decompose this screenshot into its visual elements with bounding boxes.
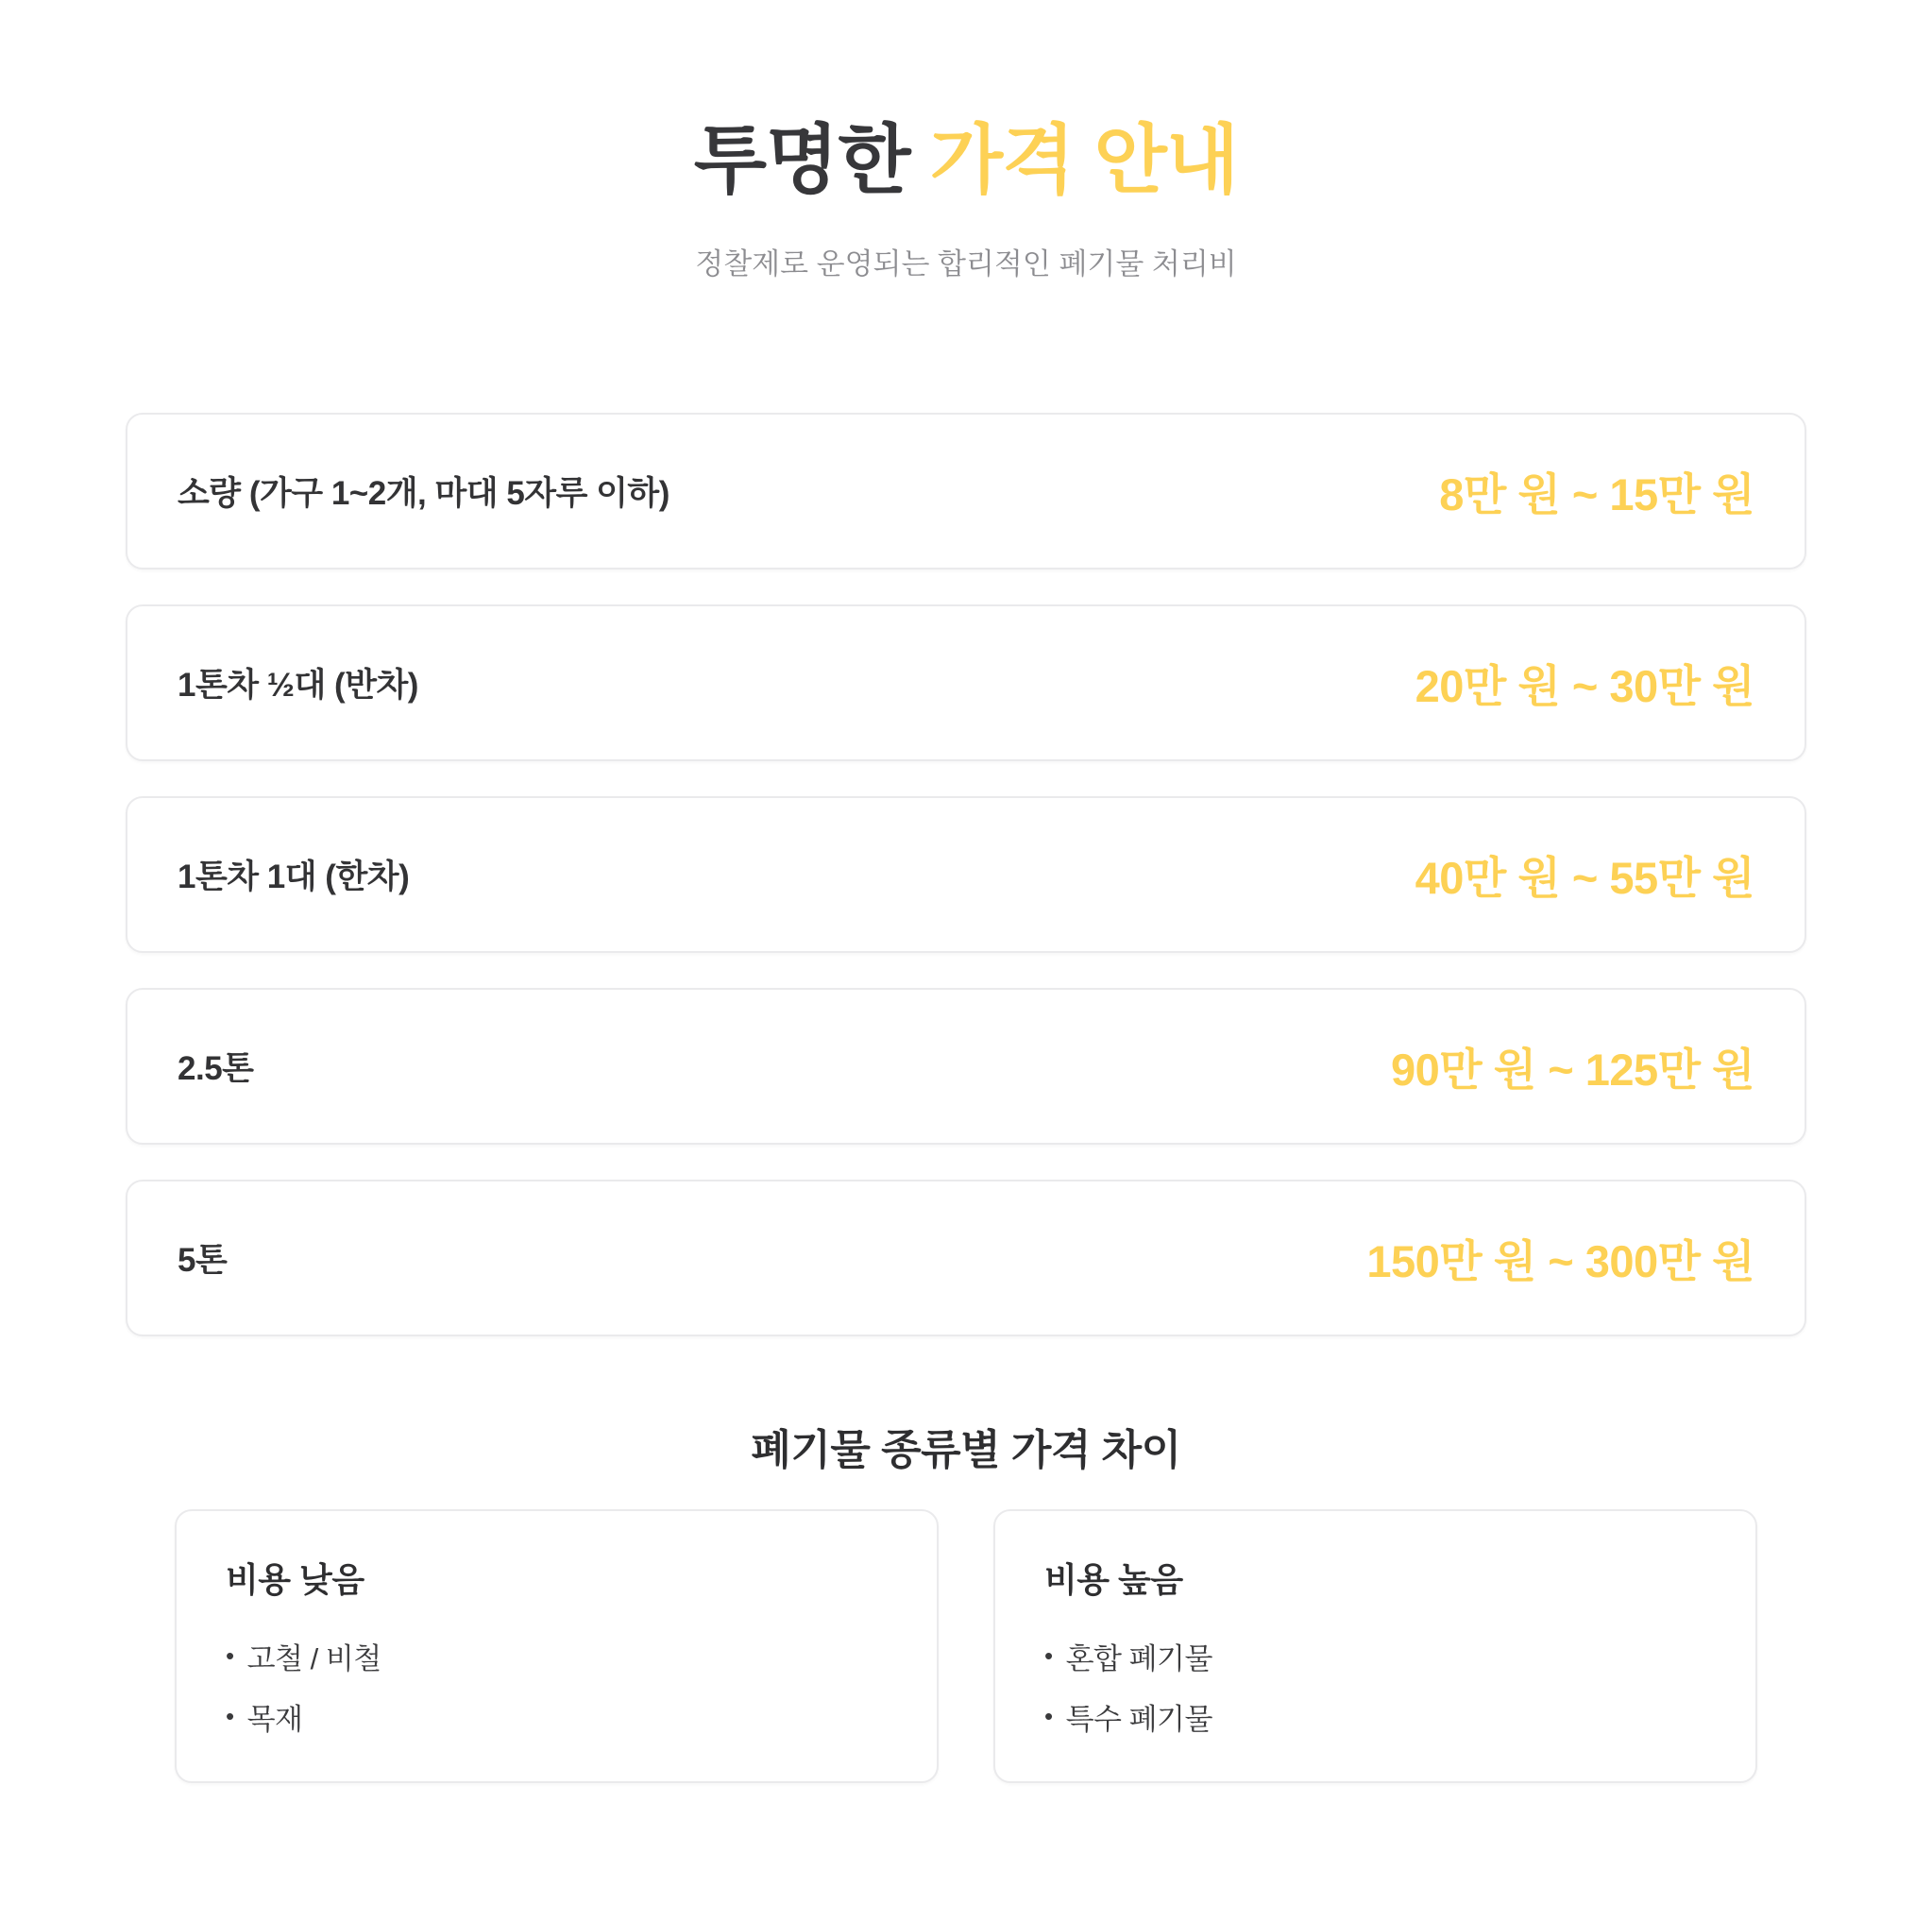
list-item-label: 목재 xyxy=(246,1702,303,1736)
low-cost-card xyxy=(175,1509,939,1783)
category-cards xyxy=(175,1509,1757,1783)
price-row-small-load xyxy=(126,413,1806,570)
price-row-price: 20만 원 ~ 30만 원 xyxy=(1415,660,1754,711)
price-row-2-5-ton xyxy=(126,988,1806,1145)
price-row-label: 5톤 xyxy=(178,1242,228,1280)
low-cost-item-list xyxy=(226,1636,888,1736)
price-row-one-truck xyxy=(126,796,1806,953)
bullet-icon: • xyxy=(226,1641,234,1671)
price-list xyxy=(126,413,1806,1336)
price-row-label: 2.5톤 xyxy=(178,1050,254,1088)
page-title xyxy=(0,111,1932,210)
price-row-label: 소량 (가구 1~2개, 마대 5자루 이하) xyxy=(178,475,669,513)
page-subtitle: 정찰제로 운영되는 합리적인 폐기물 처리비 xyxy=(695,247,1237,280)
high-cost-card xyxy=(993,1509,1757,1783)
high-cost-item-list xyxy=(1044,1636,1706,1736)
category-heading: 폐기물 종류별 가격 차이 xyxy=(751,1427,1181,1474)
list-item xyxy=(226,1636,888,1675)
price-row-half-truck xyxy=(126,604,1806,761)
low-cost-card-title: 비용 낮음 xyxy=(226,1560,364,1600)
price-row-price: 8만 원 ~ 15만 원 xyxy=(1439,468,1754,519)
bullet-icon: • xyxy=(226,1702,234,1731)
list-item-label: 혼합 폐기물 xyxy=(1065,1641,1212,1675)
page-title-accent-part: 가격 안내 xyxy=(929,118,1239,202)
price-row-price: 90만 원 ~ 125만 원 xyxy=(1391,1044,1754,1095)
price-row-5-ton xyxy=(126,1180,1806,1336)
price-row-price: 150만 원 ~ 300만 원 xyxy=(1366,1235,1754,1286)
high-cost-card-title: 비용 높음 xyxy=(1044,1560,1183,1600)
list-item-label: 고철 / 비철 xyxy=(246,1641,381,1675)
list-item xyxy=(1044,1696,1706,1736)
price-row-price: 40만 원 ~ 55만 원 xyxy=(1415,852,1754,903)
category-section xyxy=(0,1426,1932,1783)
list-item xyxy=(226,1696,888,1736)
page-header xyxy=(0,0,1932,284)
price-row-label: 1톤차 ½대 (반차) xyxy=(178,667,418,705)
bullet-icon: • xyxy=(1044,1702,1053,1731)
bullet-icon: • xyxy=(1044,1641,1053,1671)
list-item-label: 특수 폐기물 xyxy=(1065,1702,1212,1736)
list-item xyxy=(1044,1636,1706,1675)
price-row-label: 1톤차 1대 (한차) xyxy=(178,858,410,896)
page-title-dark-part: 투명한 xyxy=(693,118,910,202)
